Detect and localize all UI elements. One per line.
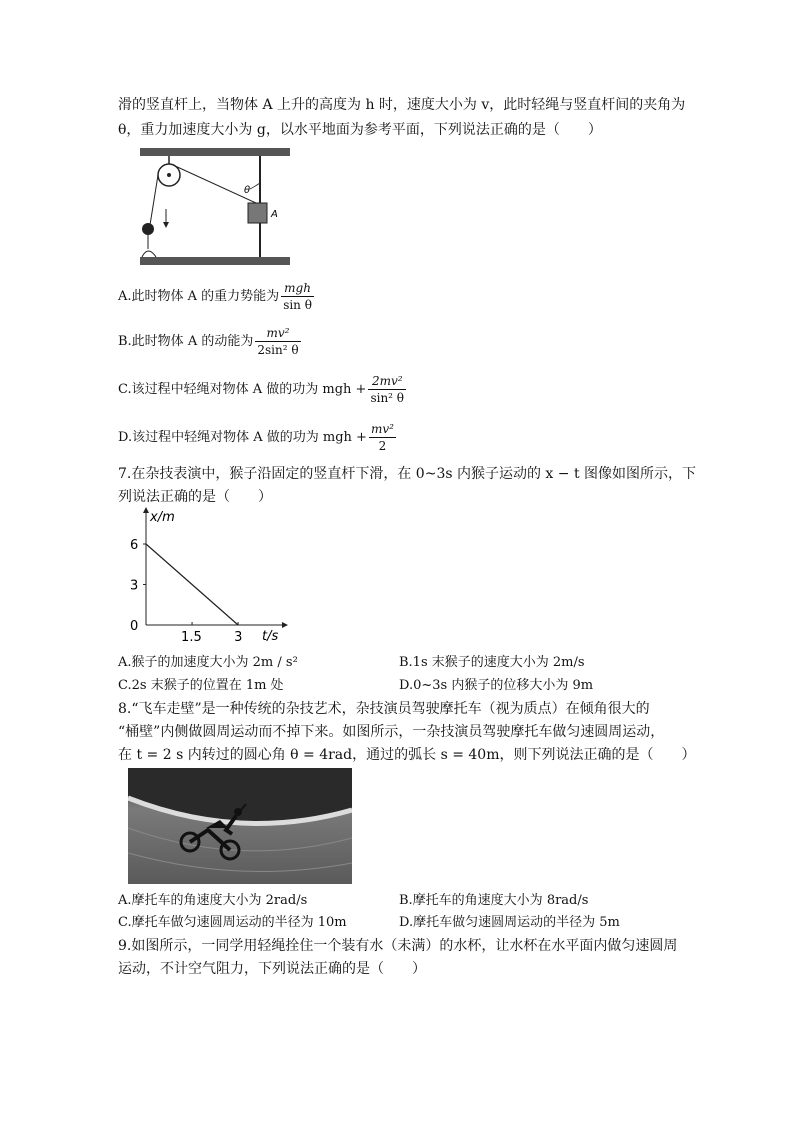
y-tick-label-6: 6 xyxy=(130,538,139,553)
y-axis-label: x/m xyxy=(150,510,175,525)
x-axis-label: t/s xyxy=(262,629,279,644)
q7-option-b: B.1s 末猴子的速度大小为 2m/s xyxy=(399,655,585,670)
x-tick-label-1.5: 1.5 xyxy=(181,630,202,645)
q8-stem-line2: “桶壁”内侧做圆周运动而不掉下来。如图所示，一杂技演员驾驶摩托车做匀速圆周运动， xyxy=(118,724,665,740)
q7-stem-line2: 列说法正确的是（ ） xyxy=(118,489,272,505)
q6-pulley-figure xyxy=(138,145,294,270)
q8-stem-line1: 8.“飞车走壁”是一种传统的杂技艺术，杂技演员驾驶摩托车（视为质点）在倾角很大的 xyxy=(118,701,650,717)
q7-xt-chart xyxy=(122,505,297,645)
q9-stem-line2: 运动，不计空气阻力，下列说法正确的是（ ） xyxy=(118,961,426,977)
q6-option-a: A.此时物体 A 的重力势能为 $\frac{\text{mgh}}{\text{sin θ}}$ xyxy=(118,281,312,312)
q6-option-b: B.此时物体 A 的动能为 $\frac{\text{mv²}}{\text{2sin² θ}}$ xyxy=(118,326,299,357)
q7-option-d: D.0~3s 内猴子的位移大小为 9m xyxy=(399,678,594,693)
q7-option-a: A.猴子的加速度大小为 2m / s² xyxy=(118,655,298,670)
q8-stem-line3: 在 t = 2 s 内转过的圆心角 θ = 4rad，通过的弧长 s = 40m，则下列说法正确的是（ ） xyxy=(118,747,696,763)
origin-label: 0 xyxy=(130,619,139,634)
y-axis-arrow xyxy=(143,507,149,513)
q8-option-c: C.摩托车做匀速圆周运动的半径为 10m xyxy=(118,915,347,930)
q7-stem-line1: 7.在杂技表演中，猴子沿固定的竖直杆下滑，在 0~3s 内猴子运动的 x − t 图像如图所示，下 xyxy=(118,466,697,482)
block-a-label: A xyxy=(271,209,278,220)
q9-stem-line1: 9.如图所示，一同学用轻绳拴住一个装有水（未满）的水杯，让水杯在水平面内做匀速圆周 xyxy=(118,938,678,954)
q8-option-b: B.摩托车的角速度大小为 8rad/s xyxy=(399,893,589,908)
x-axis-arrow xyxy=(282,622,288,628)
q6-option-c: C.该过程中轻绳对物体 A 做的功为 mgh + $\frac{\text{2mv²}}{\text{sin² θ}}$ xyxy=(118,374,405,405)
series-line xyxy=(146,544,238,625)
q8-option-a: A.摩托车的角速度大小为 2rad/s xyxy=(118,893,308,908)
q8-option-d: D.摩托车做匀速圆周运动的半径为 5m xyxy=(399,915,620,930)
q6-option-d: D.该过程中轻绳对物体 A 做的功为 mgh + $\frac{\text{mv²}}{2}$ xyxy=(118,422,394,453)
theta-label: θ xyxy=(244,185,251,196)
q6-stem-line2: θ，重力加速度大小为 g，以水平地面为参考平面，下列说法正确的是（ ） xyxy=(118,122,602,138)
y-tick-label-3: 3 xyxy=(130,578,139,594)
q8-motorcycle-photo xyxy=(128,768,352,884)
x-tick-label-3: 3 xyxy=(234,630,243,645)
q7-option-c: C.2s 末猴子的位置在 1m 处 xyxy=(118,678,284,693)
q6-stem-line1: 滑的竖直杆上，当物体 A 上升的高度为 h 时，速度大小为 v，此时轻绳与竖直杆间的夹角为 xyxy=(118,97,686,113)
